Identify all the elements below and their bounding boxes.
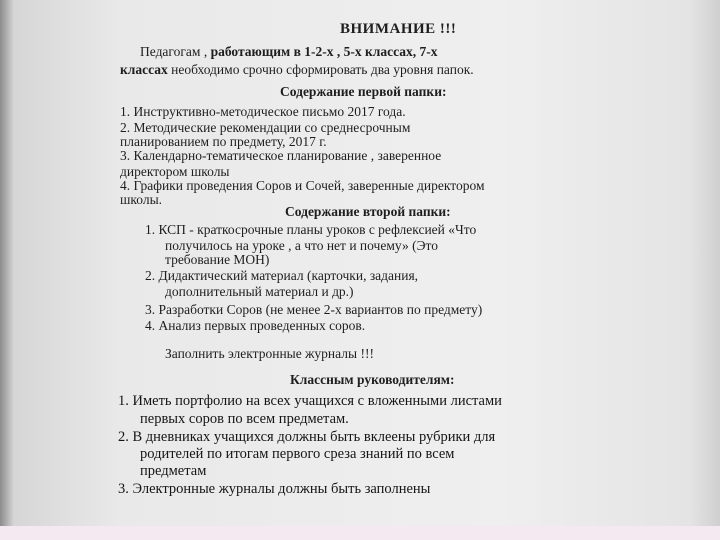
folder1-item-3: 3. Календарно-тематическое планирование , заверенное: [120, 148, 442, 163]
folder1-item-3-cont: директором школы: [120, 164, 230, 179]
intro-line-2-plain: необходимо срочно сформировать два уровня папок.: [167, 62, 474, 77]
folder2-item-4: 4. Анализ первых проведенных соров.: [145, 318, 366, 333]
folder2-item-1-cont2: требование МОН): [165, 252, 270, 267]
folder2-item-2-cont: дополнительный материал и др.): [165, 284, 354, 299]
intro-line-1-bold: работающим в 1-2-х , 5-х классах, 7-х: [210, 44, 438, 59]
fill-journals-note: Заполнить электронные журналы !!!: [165, 346, 374, 361]
folder1-item-4: 4. Графики проведения Соров и Сочей, заверенные директором: [120, 178, 485, 193]
folder2-item-1: 1. КСП - краткосрочные планы уроков с рефлексией «Что: [145, 222, 477, 237]
folder2-item-3: 3. Разработки Соров (не менее 2-х вариантов по предмету): [145, 302, 483, 317]
teachers-item-1-cont: первых соров по всем предметам.: [140, 411, 349, 427]
page-bottom-strip: [0, 526, 720, 540]
folder1-item-1: 1. Инструктивно-методическое письмо 2017 года.: [120, 104, 406, 119]
folder1-item-2: 2. Методические рекомендации со среднесрочным: [120, 120, 411, 135]
teachers-item-2-cont2: предметам: [140, 463, 207, 479]
folder2-item-2: 2. Дидактический материал (карточки, задания,: [145, 268, 419, 283]
folder1-item-4-cont: школы.: [120, 192, 163, 207]
teachers-item-1: 1. Иметь портфолио на всех учащихся с вложенными листами: [118, 393, 502, 409]
teachers-heading: Классным руководителям:: [290, 372, 455, 387]
folder1-heading: Содержание первой папки:: [280, 84, 447, 99]
folder2-heading: Содержание второй папки:: [285, 204, 451, 219]
intro-line-2-bold: классах: [120, 62, 168, 77]
intro-line-1-plain: Педагогам ,: [140, 44, 211, 59]
intro-line-1: [140, 44, 438, 59]
teachers-item-2: 2. В дневниках учащихся должны быть вклеены рубрики для: [118, 429, 496, 445]
intro-line-2: [120, 62, 474, 77]
notice-title: ВНИМАНИЕ !!!: [340, 21, 457, 37]
teachers-item-2-cont: родителей по итогам первого среза знаний по всем: [140, 446, 455, 462]
folder2-item-1-cont: получилось на уроке , а что нет и почему» (Это: [165, 238, 438, 253]
folder1-item-2-cont: планированием по предмету, 2017 г.: [120, 134, 327, 149]
teachers-item-3: 3. Электронные журналы должны быть заполнены: [118, 481, 431, 497]
